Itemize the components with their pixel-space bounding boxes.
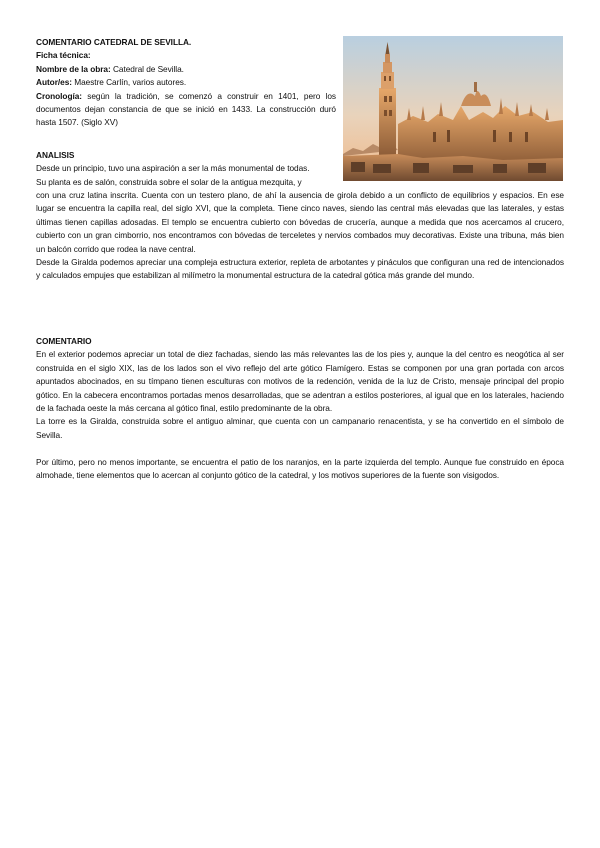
autor-line [36,76,336,89]
obra-line [36,63,336,76]
analisis-header-block [36,149,336,189]
ficha-heading: Ficha técnica: [36,50,91,61]
autor-value: Maestre Carlín, varios autores. [71,77,187,88]
autor-label: Autor/es: [36,77,72,88]
analisis-p1-line1: Desde un principio, tuvo una aspiración a ser la más monumental de todas. [36,163,310,174]
cronologia-value: según la tradición, se comenzó a construir en 1401, pero los documentos dejan constancia de que se inició en 1433. La construcción duró hasta 1507. (Siglo XV) [36,90,336,128]
comentario-paragraph-2: La torre es la Giralda, construida sobre el antiguo alminar, que cuenta con un campanario renacentista, y se ha convertido en el símbolo de Sevilla. [36,416,564,440]
comentario-block [36,335,564,482]
cronologia-line [36,90,336,130]
cathedral-photo [343,36,563,181]
obra-label: Nombre de la obra: [36,63,111,74]
obra-value: Catedral de Sevilla. [110,63,184,74]
analisis-paragraph-2: Desde la Giralda podemos apreciar una compleja estructura exterior, repleta de arbotantes y pináculos que configuran una red de intencionados y calculados empujes que estabilizan al milímetro la monumental estructura de la catedral gótica más grande del mundo. [36,257,564,281]
cronologia-label: Cronología: [36,90,82,101]
comentario-heading: COMENTARIO [36,336,92,346]
comentario-paragraph-1: En el exterior podemos apreciar un total de diez fachadas, siendo las más relevantes las de los pies y, aunque la del centro es neogótica al ser construida en el siglo XIX, las de los lados son el vivo reflejo del arte gótico Flamígero. Estas se componen por una gran portada con arcos apuntados abocinados, en su tímpano tienen esculturas con motivos de la redención, venida de la luz de Cristo, mensaje principal del propio gótico. En la cabecera encontramos portadas menos desarrolladas, que se adentran a estilos posteriores, al igual que en los laterales, haciendo de la fachada oeste la más cercana al gótico final, estilo predominante de la obra. [36,349,564,414]
analisis-p1-line2: Su planta es de salón, construida sobre el solar de la antigua mezquita, y [36,176,302,187]
analisis-paragraph-1: con una cruz latina inscrita. Cuenta con un testero plano, de ahí la ausencia de girola debido a un conflicto de equilibrios y espacios. En ese lugar se encuentra la capilla real, del siglo XVI, que la completa. Tiene cinco naves, siendo las central más elevadas que las laterales, y estas últimas tienen capillas adosadas. El templo se encuentra cubierto con bóvedas de crucería, aunque a medida que nos acercamos al crucero, cubierto con un gran cimborrio, nos encontramos con bóvedas de terceletes y nervios combados muy decorativas. Existe una tribuna, más bien un balcón corrido que rodea la nave central. [36,190,564,254]
ficha-tecnica-block [36,36,336,130]
document-title: COMENTARIO CATEDRAL DE SEVILLA. [36,37,192,47]
spacer [36,442,564,455]
analisis-heading: ANALISIS [36,150,75,160]
analisis-body-block [36,189,564,283]
comentario-paragraph-3: Por último, pero no menos importante, se encuentra el patio de los naranjos, en la parte izquierda del templo. Aunque fue construido en época almohade, tiene elementos que lo acercan al conjunto gótico de la catedral, y los motivos superiores de la fuente son visigodos. [36,456,564,481]
